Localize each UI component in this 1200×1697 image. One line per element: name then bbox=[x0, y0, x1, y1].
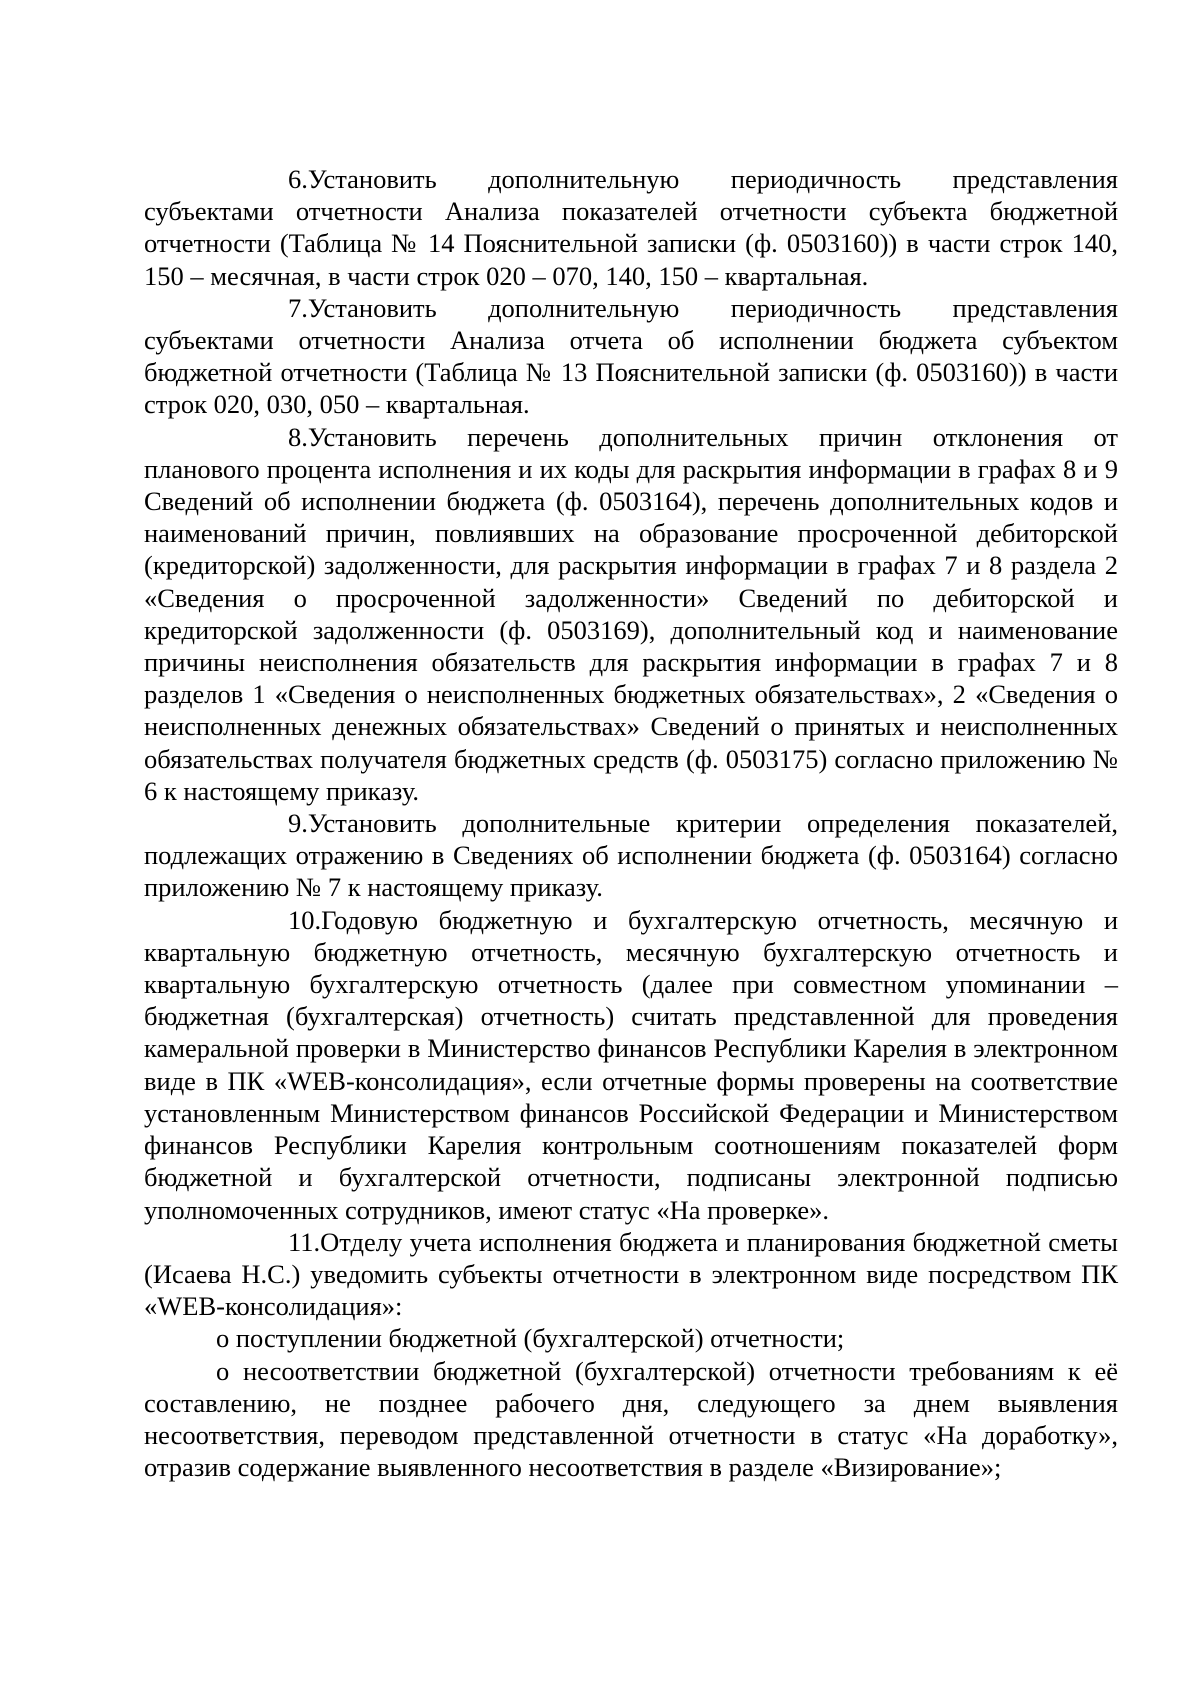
paragraph-text: Установить дополнительные критерии определения показателей, подлежащих отражению в Сведениях об исполнении бюджета (ф. 0503164) согласно приложению № 7 к настоящему приказу. bbox=[144, 808, 1118, 903]
paragraph-7 bbox=[144, 292, 1118, 421]
paragraph-text: о поступлении бюджетной (бухгалтерской) отчетности; bbox=[216, 1323, 845, 1354]
document-body bbox=[144, 163, 1118, 1483]
paragraph-11 bbox=[144, 1226, 1118, 1323]
paragraph-number: 10. bbox=[288, 904, 322, 935]
paragraph-number: 6. bbox=[288, 164, 308, 194]
paragraph-text: о несоответствии бюджетной (бухгалтерской) отчетности требованиям к её составлению, не позднее рабочего дня, следующего за днем выявления несоответствия, переводом представленной отчетности в статус «На доработку», отразив содержание выявленного несоответствия в разделе «Визирование»; bbox=[144, 1355, 1118, 1483]
paragraph-9 bbox=[144, 807, 1118, 904]
paragraph-11-item-nonconformity bbox=[144, 1355, 1118, 1484]
paragraph-number: 8. bbox=[288, 421, 308, 452]
paragraph-6 bbox=[144, 163, 1118, 292]
paragraph-text: Установить дополнительную периодичность представления субъектами отчетности Анализа отчета об исполнении бюджета субъектом бюджетной отчетности (Таблица № 13 Пояснительной записки (ф. 0503160)) в части строк 020, 030, 050 – квартальная. bbox=[144, 292, 1118, 420]
paragraph-number: 9. bbox=[288, 808, 308, 839]
paragraph-text: Отделу учета исполнения бюджета и планирования бюджетной сметы (Исаева Н.С.) уведомить субъекты отчетности в электронном виде посредством ПК «WEB-консолидация»: bbox=[144, 1226, 1118, 1322]
paragraph-text: Годовую бюджетную и бухгалтерскую отчетность, месячную и квартальную бюджетную отчетность, месячную бухгалтерскую отчетность и квартальную бухгалтерскую отчетность (далее при совместном упоминании – бюджетная (бухгалтерская) отчетность) считать представленной для проведения камеральной проверки в Министерство финансов Республики Карелия в электронном виде в ПК «WEB-консолидация», если отчетные формы проверены на соответствие установленным Министерством финансов Российской Федерации и Министерством финансов Республики Карелия контрольным соотношениям показателей форм бюджетной и бухгалтерской отчетности, подписаны электронной подписью уполномоченных сотрудников, имеют статус «На проверке». bbox=[144, 904, 1118, 1225]
paragraph-text: Установить дополнительную периодичность представления субъектами отчетности Анализа показателей отчетности субъекта бюджетной отчетности (Таблица № 14 Пояснительной записки (ф. 0503160)) в части строк 140, 150 – месячная, в части строк 020 – 070, 140, 150 – квартальная. bbox=[144, 164, 1118, 291]
paragraph-text: Установить перечень дополнительных причин отклонения от планового процента исполнения и их коды для раскрытия информации в графах 8 и 9 Сведений об исполнении бюджета (ф. 0503164), перечень дополнительных кодов и наименований причин, повлиявших на образование просроченной дебиторской (кредиторской) задолженности, для раскрытия информации в графах 7 и 8 раздела 2 «Сведения о просроченной задолженности» Сведений по дебиторской и кредиторской задолженности (ф. 0503169), дополнительный код и наименование причины неисполнения обязательств для раскрытия информации в графах 7 и 8 разделов 1 «Сведения о неисполненных бюджетных обязательствах», 2 «Сведения о неисполненных денежных обязательствах» Сведений о принятых и неисполненных обязательствах получателя бюджетных средств (ф. 0503175) согласно приложению № 6 к настоящему приказу. bbox=[144, 421, 1118, 806]
paragraph-11-item-receipt bbox=[144, 1322, 1118, 1354]
paragraph-10 bbox=[144, 904, 1118, 1226]
paragraph-8 bbox=[144, 421, 1118, 807]
paragraph-number: 11. bbox=[288, 1226, 321, 1257]
paragraph-number: 7. bbox=[288, 292, 308, 323]
